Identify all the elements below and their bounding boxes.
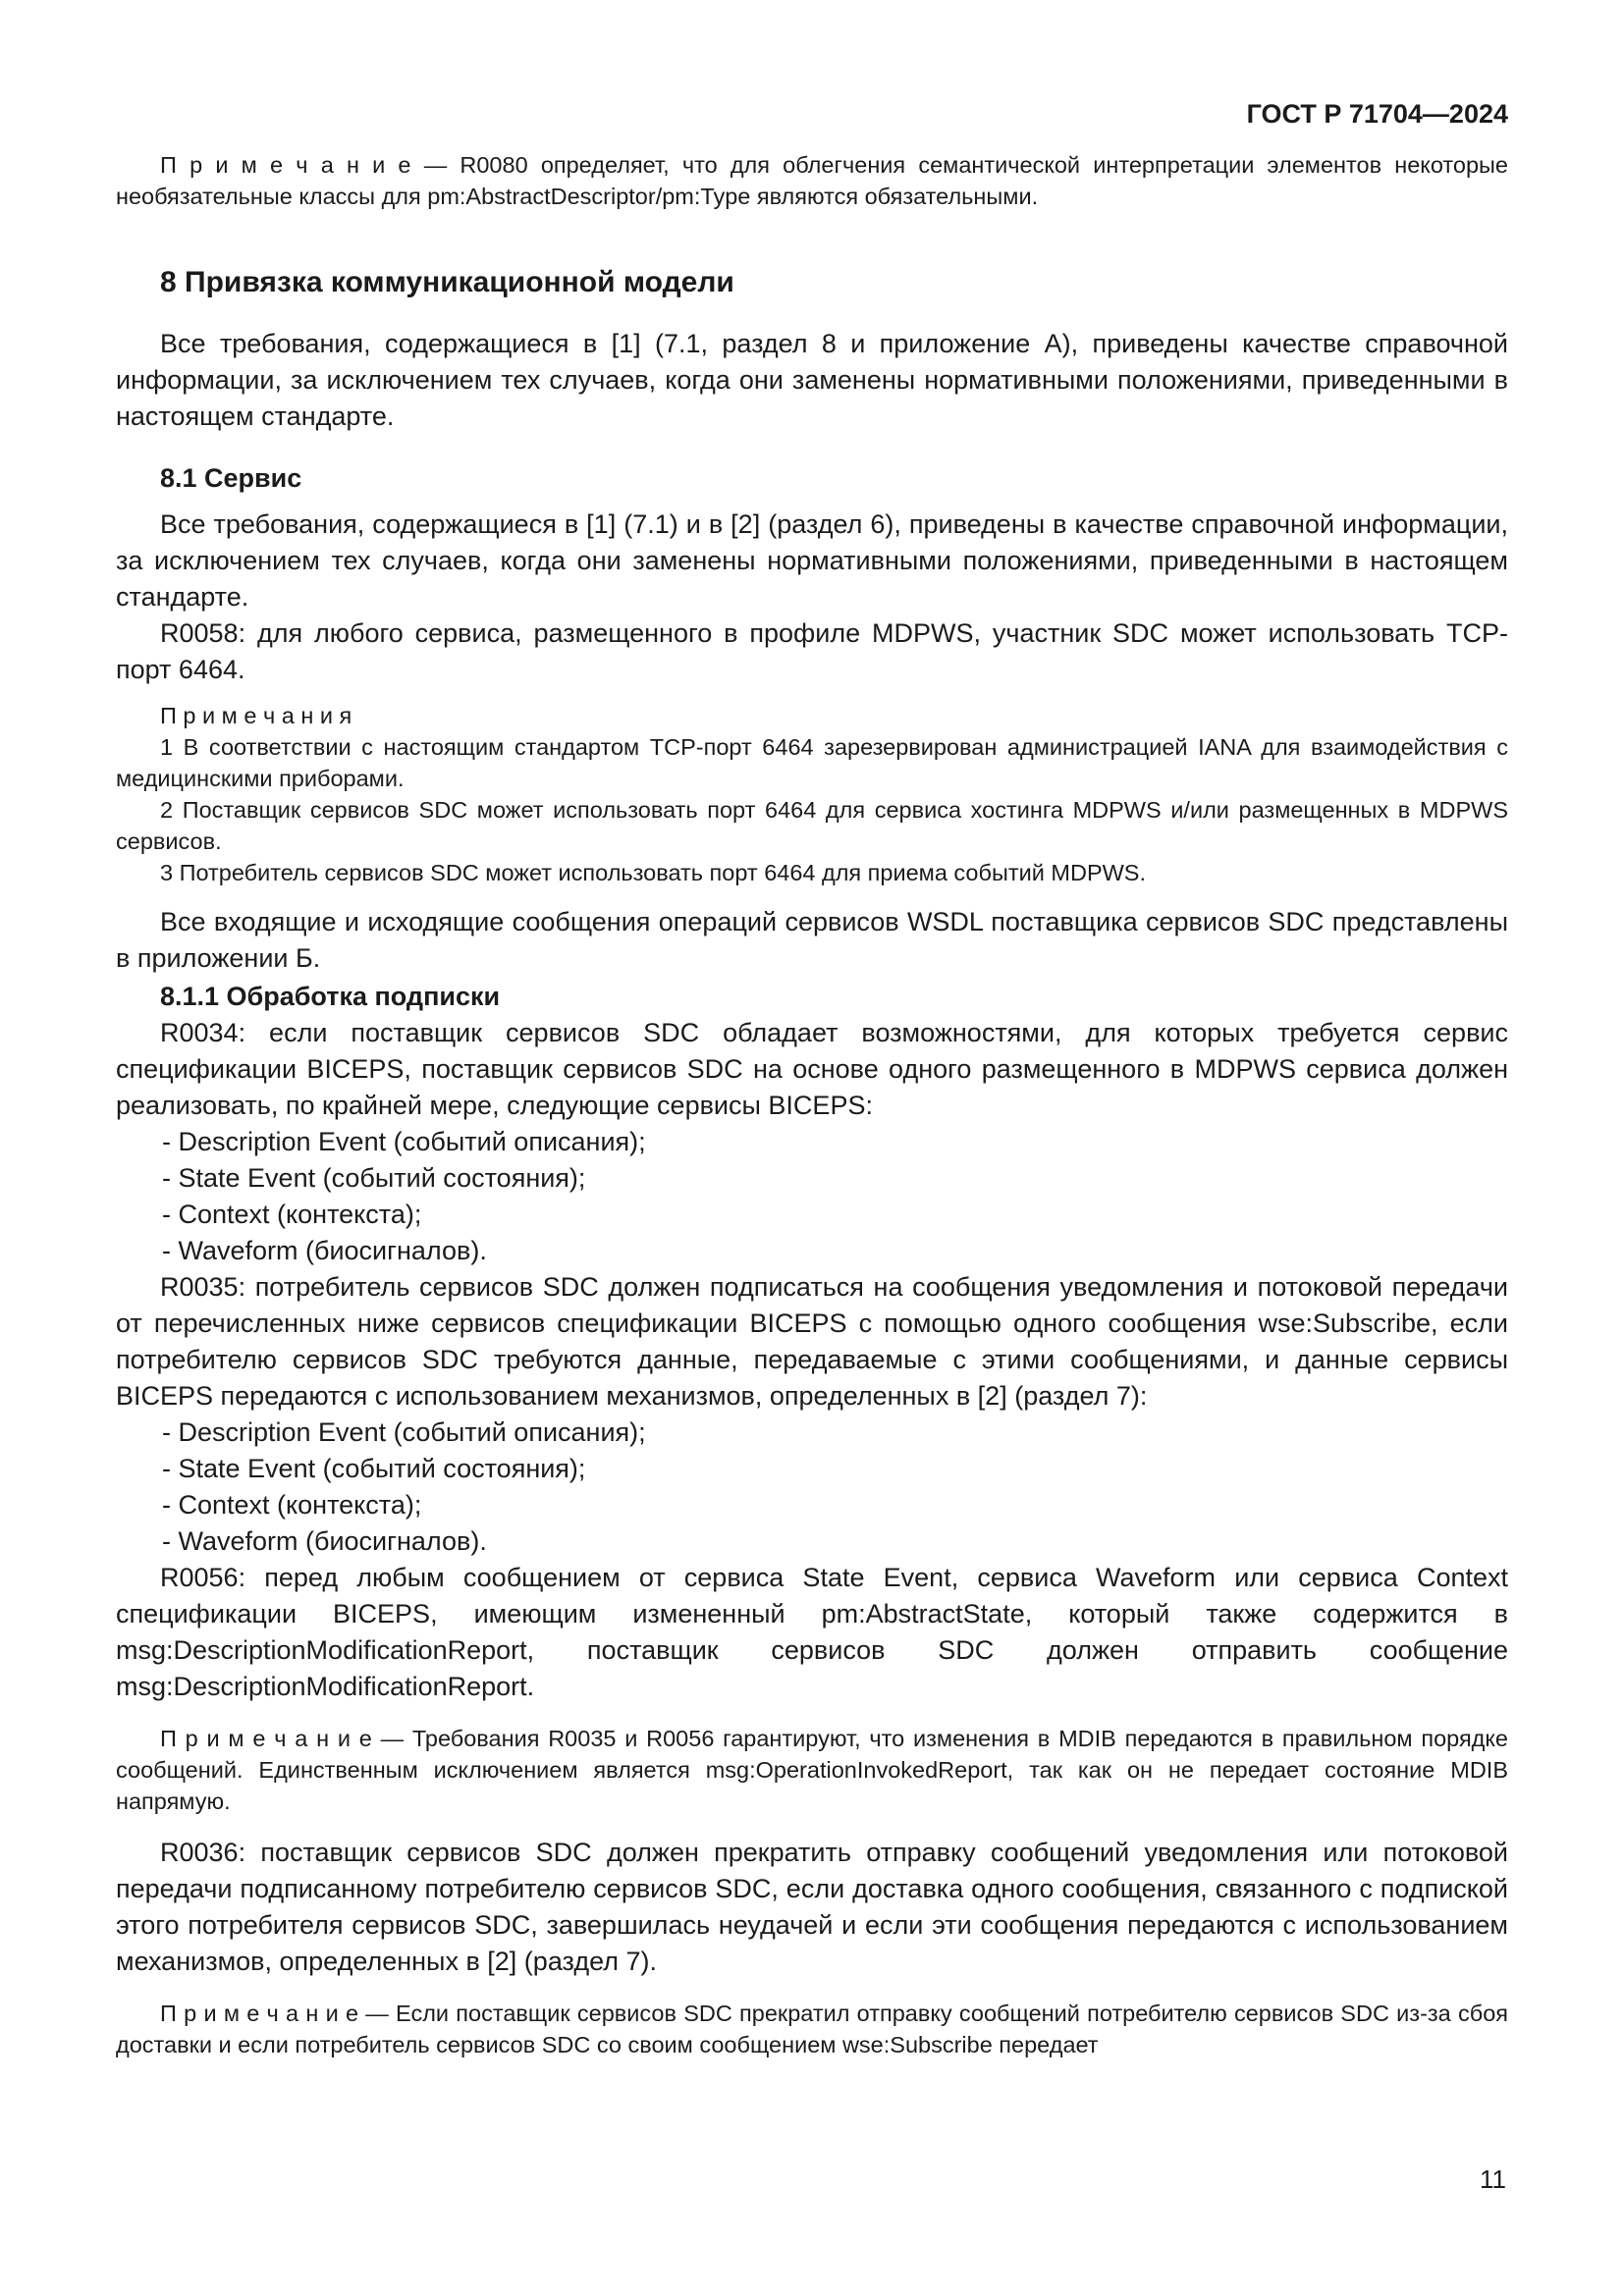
document-code: ГОСТ Р 71704—2024 xyxy=(1246,99,1508,129)
paragraph-r0056: R0056: перед любым сообщением от сервиса State Event, сервиса Waveform или сервиса Context спецификации BICEPS, имеющим измененный pm:AbstractState, который также содержится в msg:DescriptionModificationReport, поставщик сервисов SDC должен отправить сообщение msg:DescriptionModificationReport. xyxy=(116,1563,1508,1701)
paragraph-r0035: R0035: потребитель сервисов SDC должен подписаться на сообщения уведомления и потоковой передачи от перечисленных ниже сервисов спецификации BICEPS с помощью одного сообщения wse:Subscribe, если потребителю сервисов SDC требуются данные, передаваемые с этими сообщениями, и данные сервисы BICEPS передаются с использованием механизмов, определенных в [2] (раздел 7): xyxy=(116,1272,1508,1411)
paragraph-r0036: R0036: поставщик сервисов SDC должен прекратить отправку сообщений уведомления или потоковой передачи подписанному потребителю сервисов SDC, если доставка одного сообщения, связанного с подпиской этого потребителя сервисов SDC, завершилась неудачей и если эти сообщения передаются с использованием механизмов, определенных в [2] (раздел 7). xyxy=(116,1838,1508,1976)
notes-title: П р и м е ч а н и я xyxy=(160,703,352,728)
note-item-3: 3 Потребитель сервисов SDC может использовать порт 6464 для приема событий MDPWS. xyxy=(160,860,1147,885)
note-r0080: П р и м е ч а н и е — R0080 определяет, что для облегчения семантической интерпретации элементов некоторые необязательные классы для pm:AbstractDescriptor/pm:Type являются обязательными. xyxy=(116,152,1508,209)
section-8-title: 8 Привязка коммуникационной модели xyxy=(160,266,734,298)
document-content xyxy=(116,149,1508,2060)
paragraph-section81-intro: Все требования, содержащиеся в [1] (7.1) и в [2] (раздел 6), приведены в качестве справочной информации, за исключением тех случаев, когда они заменены нормативными положениями, приведенными в настоящем стандарте. xyxy=(116,509,1508,612)
list-item-state-event-2: - State Event (событий состояния); xyxy=(162,1454,586,1483)
paragraph-r0058: R0058: для любого сервиса, размещенного в профиле MDPWS, участник SDC может использовать TCP-порт 6464. xyxy=(116,618,1508,684)
note-r0036: П р и м е ч а н и е — Если поставщик сервисов SDC прекратил отправку сообщений потребителю сервисов SDC из-за сбоя доставки и если потребитель сервисов SDC со своим сообщением wse:Subscribe передает xyxy=(116,2001,1508,2057)
paragraph-wsdl: Все входящие и исходящие сообщения операций сервисов WSDL поставщика сервисов SDC представлены в приложении Б. xyxy=(116,907,1508,973)
list-item-description-event-2: - Description Event (событий описания); xyxy=(162,1417,646,1447)
list-item-context-1: - Context (контекста); xyxy=(162,1200,422,1229)
page-number: 11 xyxy=(1480,2164,1506,2194)
section-8-1-1-title: 8.1.1 Обработка подписки xyxy=(160,982,501,1011)
paragraph-section8-intro: Все требования, содержащиеся в [1] (7.1, раздел 8 и приложение А), приведены качестве справочной информации, за исключением тех случаев, когда они заменены нормативными положениями, приведенными в настоящем стандарте. xyxy=(116,329,1508,431)
list-item-waveform-2: - Waveform (биосигналов). xyxy=(162,1526,487,1556)
note-item-2: 2 Поставщик сервисов SDC может использовать порт 6464 для сервиса хостинга MDPWS и/или размещенных в MDPWS сервисов. xyxy=(116,797,1508,854)
list-item-context-2: - Context (контекста); xyxy=(162,1490,422,1520)
page-header xyxy=(116,98,1508,130)
paragraph-r0034: R0034: если поставщик сервисов SDC обладает возможностями, для которых требуется сервис спецификации BICEPS, поставщик сервисов SDC на основе одного размещенного в MDPWS сервиса должен реализовать, по крайней мере, следующие сервисы BICEPS: xyxy=(116,1018,1508,1120)
list-item-description-event-1: - Description Event (событий описания); xyxy=(162,1127,646,1156)
note-item-1: 1 В соответствии с настоящим стандартом TCP-порт 6464 зарезервирован администрацией IANA для взаимодействия с медицинскими приборами. xyxy=(116,734,1508,791)
note-r0035-r0056: П р и м е ч а н и е — Требования R0035 и R0056 гарантируют, что изменения в MDIB передаются в правильном порядке сообщений. Единственным исключением является msg:OperationInvokedReport, так как он не передает состояние MDIB напрямую. xyxy=(116,1726,1508,1814)
list-item-waveform-1: - Waveform (биосигналов). xyxy=(162,1236,487,1265)
list-item-state-event-1: - State Event (событий состояния); xyxy=(162,1163,586,1193)
page-footer xyxy=(1480,2164,1506,2194)
section-8-1-title: 8.1 Сервис xyxy=(160,463,302,493)
